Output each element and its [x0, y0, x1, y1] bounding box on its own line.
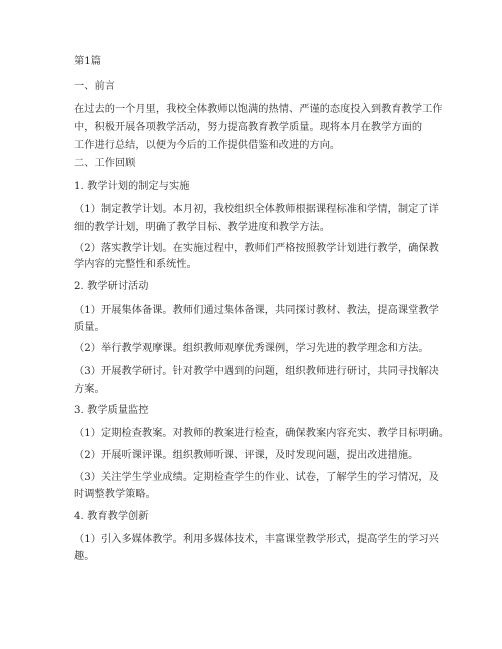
section-heading-preface: 一、前言 [74, 81, 115, 92]
preface-line-1: 在过去的一个月里，我校全体教师以饱满的热情、严谨的态度投入到教育教学工作 [74, 104, 443, 115]
s3-paragraph-2-line-1: （2）开展听课评课。组织教师听课、评课，及时发现问题，提出改进措施。 [74, 450, 419, 461]
s2-paragraph-2-line-1: （2）举行教学观摩课。组织教师观摩优秀课例，学习先进的教学理念和方法。 [74, 343, 429, 354]
s3-paragraph-1-line-1: （1）定期检查教案。对教师的教案进行检查，确保教案内容充实、教学目标明确。 [74, 428, 450, 439]
s4-paragraph-1-line-2: 趣。 [74, 551, 95, 562]
preface-line-2: 中，积极开展各项教学活动，努力提高教育教学质量。现将本月在教学方面的 [74, 122, 423, 133]
s1-paragraph-2-line-1: （2）落实教学计划。在实施过程中，教师们严格按照教学计划进行教学，确保教 [74, 243, 439, 254]
s3-paragraph-3-line-2: 时调整教学策略。 [74, 489, 156, 500]
s2-paragraph-1-line-1: （1）开展集体备课。教师们通过集体备课，共同探讨教材、教法，提高课堂教学 [74, 305, 439, 316]
subsection-heading-1: 1. 教学计划的制定与实施 [74, 181, 190, 192]
s4-paragraph-1-line-1: （1）引入多媒体教学。利用多媒体技术，丰富课堂教学形式，提高学生的学习兴 [74, 534, 439, 545]
subsection-heading-2: 2. 教学研讨活动 [74, 281, 149, 292]
part-label: 第1篇 [74, 56, 102, 67]
s1-paragraph-1-line-2: 细的教学计划，明确了教学目标、教学进度和教学方法。 [74, 222, 330, 233]
s3-paragraph-3-line-1: （3）关注学生学业成绩。定期检查学生的作业、试卷，了解学生的学习情况，及 [74, 472, 439, 483]
s2-paragraph-3-line-2: 方案。 [74, 384, 105, 395]
section-heading-review: 二、工作回顾 [74, 158, 136, 169]
s1-paragraph-1-line-1: （1）制定教学计划。本月初，我校组织全体教师根据课程标准和学情，制定了详 [74, 204, 439, 215]
subsection-heading-4: 4. 教育教学创新 [74, 511, 149, 522]
preface-line-3: 工作进行总结，以便为今后的工作提供借鉴和改进的方向。 [74, 140, 341, 151]
subsection-heading-3: 3. 教学质量监控 [74, 405, 149, 416]
s1-paragraph-2-line-2: 学内容的完整性和系统性。 [74, 259, 197, 270]
s2-paragraph-1-line-2: 质量。 [74, 322, 105, 333]
s2-paragraph-3-line-1: （3）开展教学研讨。针对教学中遇到的问题，组织教师进行研讨，共同寻找解决 [74, 366, 439, 377]
